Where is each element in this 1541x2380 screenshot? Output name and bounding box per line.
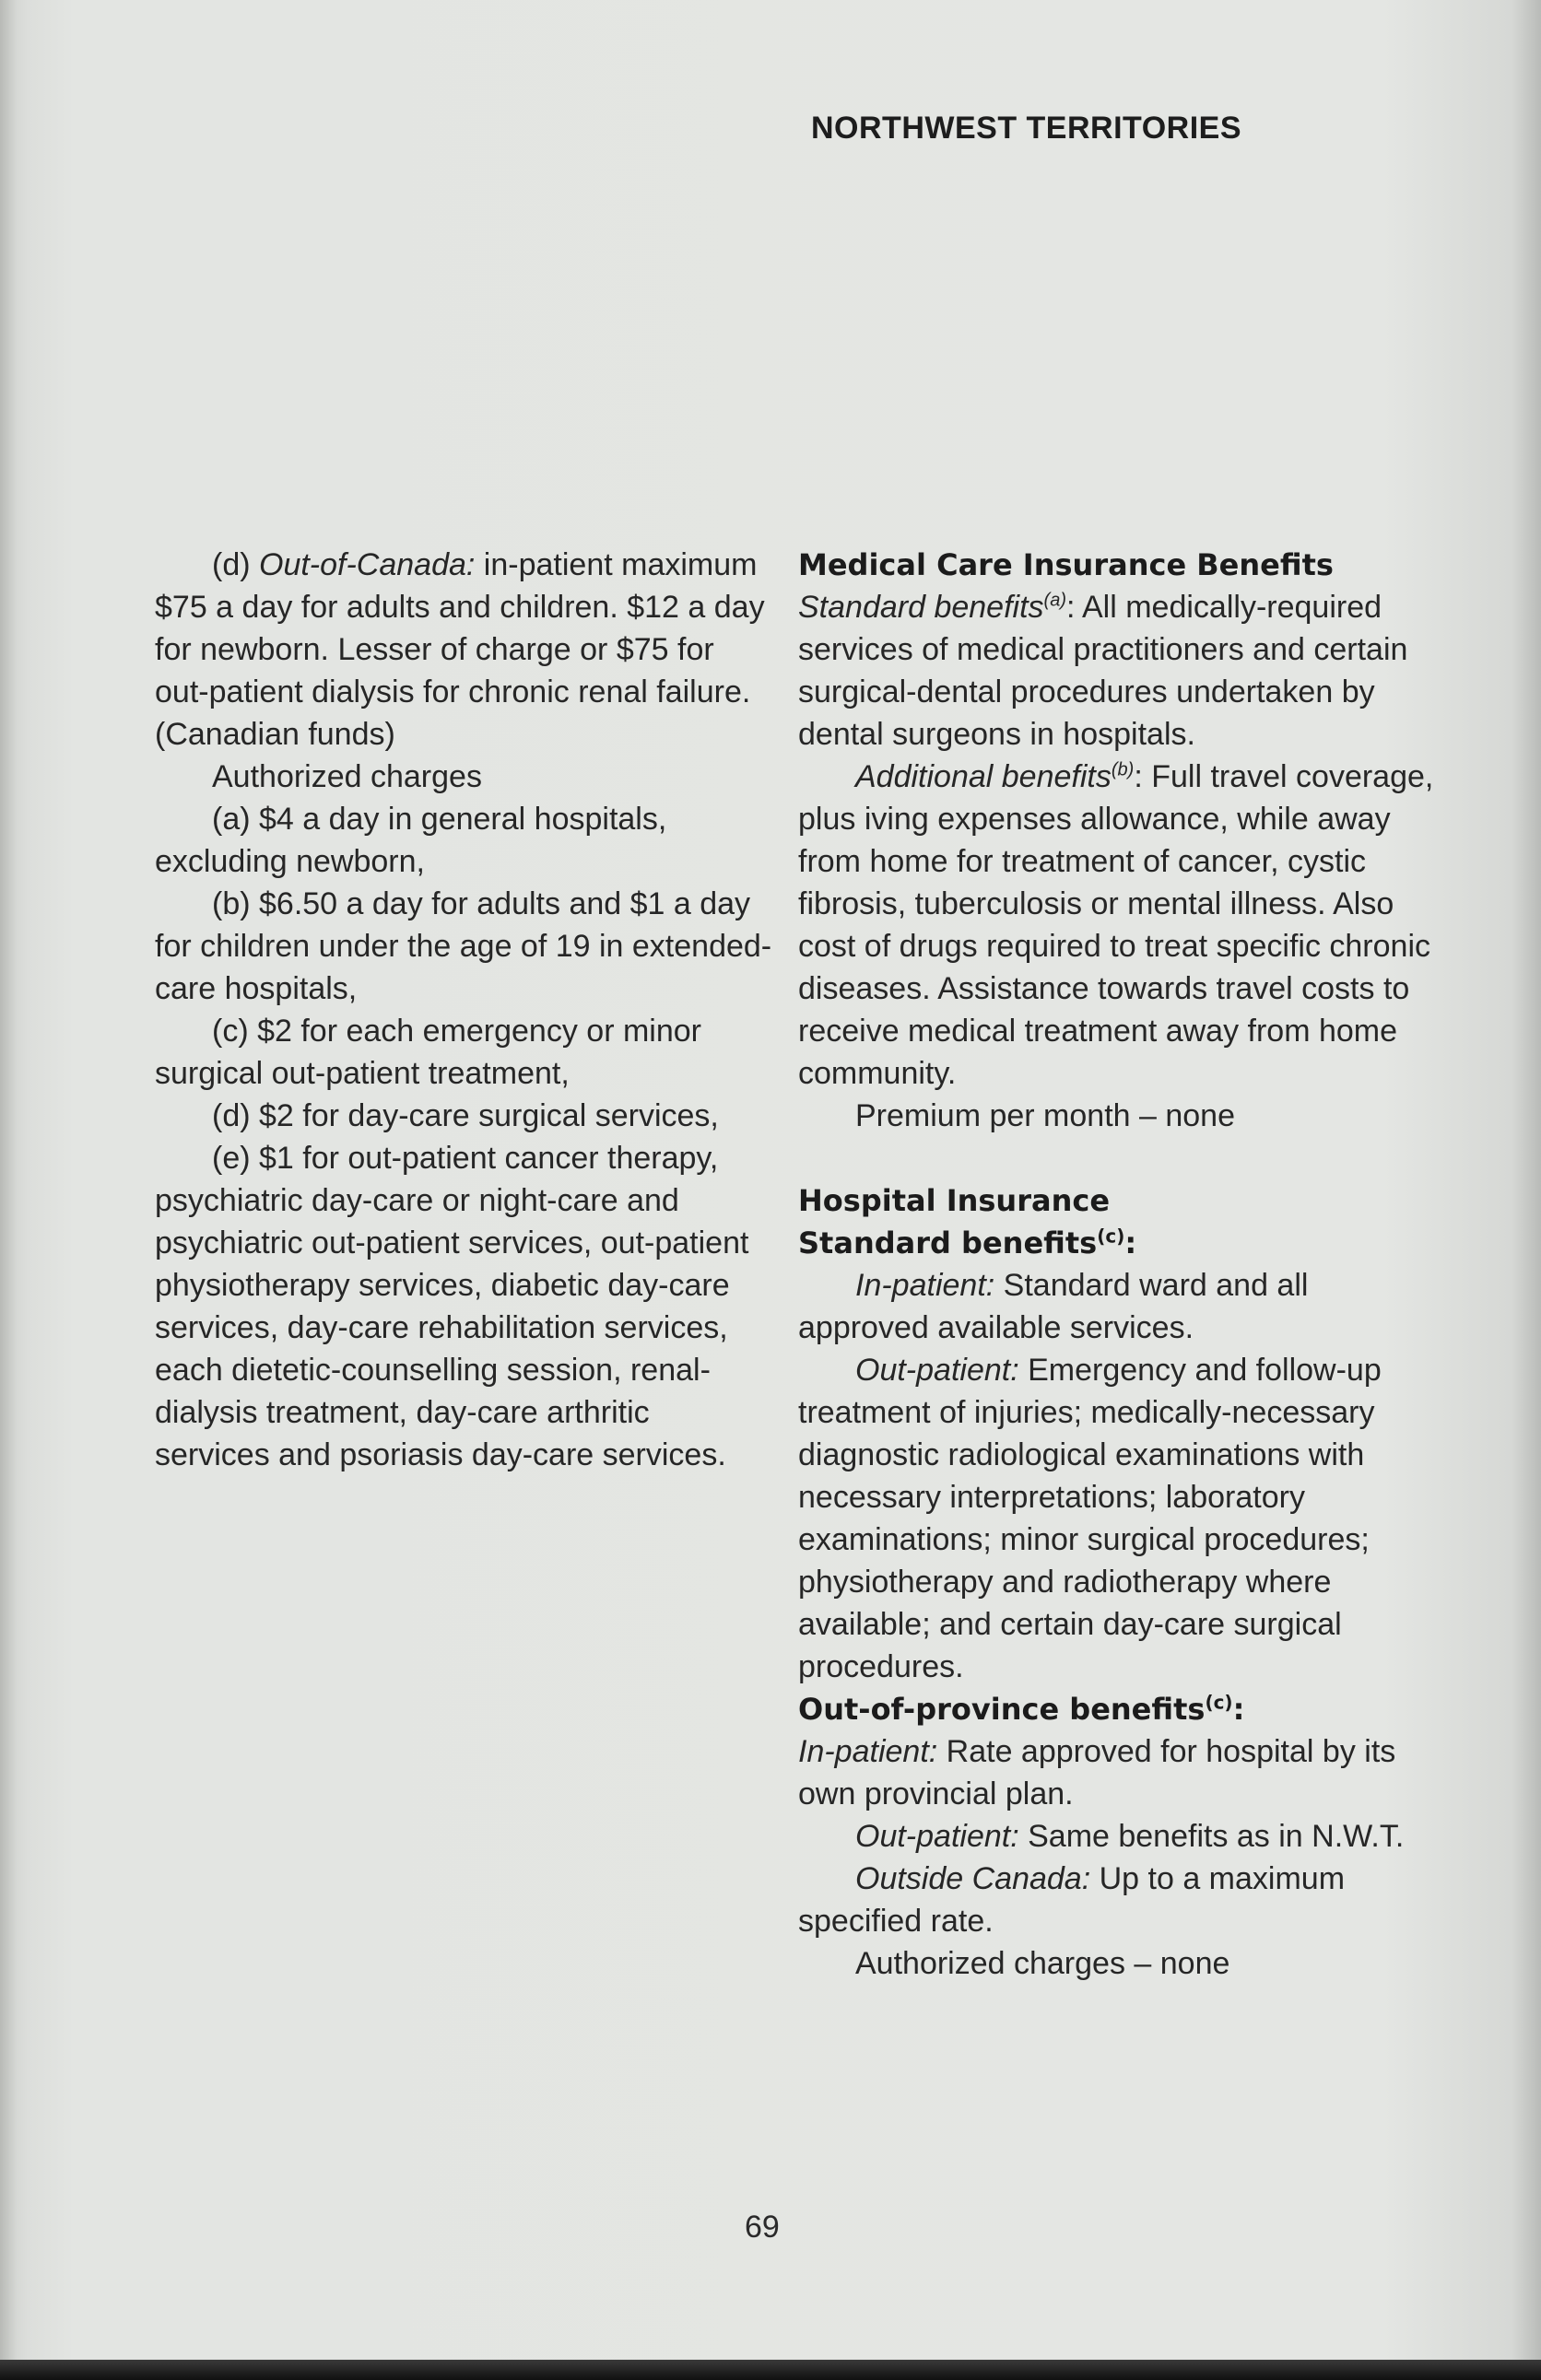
out-of-province-heading [798, 1688, 1443, 1730]
footnote-marker: (a) [1043, 590, 1066, 611]
oop-out-patient-label: Out-patient: [855, 1819, 1019, 1854]
left-column [155, 544, 772, 1476]
standard-benefits-label: Standard benefits [798, 590, 1044, 625]
out-of-canada-label: Out-of-Canada: [259, 547, 476, 582]
charge-item-c: (c) $2 for each emergency or minor surgical out-patient treatment, [155, 1014, 701, 1091]
charge-item-b: (b) $6.50 a day for adults and $1 a day for children under the age of 19 in extended-care hospitals, [155, 886, 772, 1006]
charge-item-d: (d) $2 for day-care surgical services, [212, 1098, 719, 1133]
medical-care-heading: Medical Care Insurance Benefits [798, 547, 1334, 582]
running-header: NORTHWEST TERRITORIES [811, 111, 1241, 146]
in-patient-paragraph [798, 1264, 1443, 1349]
footnote-marker: (b) [1111, 759, 1135, 780]
premium-line: Premium per month – none [855, 1098, 1235, 1133]
hospital-standard-benefits-heading [798, 1222, 1443, 1264]
out-patient-paragraph [798, 1349, 1443, 1688]
outside-canada-label: Outside Canada: [855, 1861, 1091, 1896]
charge-item-a: (a) $4 a day in general hospitals, excluding newborn, [155, 802, 667, 879]
out-of-canada-text: in-patient maximum $75 a day for adults and children. $12 a day for newborn. Lesser of charge or $75 for out-patient dialysis for chronic renal failure. (Canadian funds) [155, 547, 765, 752]
authorized-charges-none: Authorized charges – none [855, 1946, 1230, 1981]
footnote-marker: (c) [1205, 1691, 1233, 1714]
authorized-charges-heading: Authorized charges [212, 759, 482, 794]
standard-benefits-text: : All medically-required services of medical practitioners and certain surgical-dental procedures undertaken by dental surgeons in hospitals. [798, 590, 1408, 752]
page-edge-shadow [0, 0, 17, 2380]
out-patient-label: Out-patient: [855, 1353, 1019, 1388]
outside-canada-paragraph [798, 1858, 1443, 1942]
out-of-canada-paragraph [155, 544, 772, 756]
out-patient-text: Emergency and follow-up treatment of injuries; medically-necessary diagnostic radiological examinations with necessary interpretations; laboratory examinations; minor surgical procedures; physiotherapy and radiotherapy where available; and certain day-care surgical procedures. [798, 1353, 1382, 1684]
outside-canada-text: Up to a maximum specified rate. [798, 1861, 1346, 1939]
oop-in-patient-paragraph [798, 1730, 1443, 1815]
heading-text: Standard benefits [798, 1225, 1098, 1260]
heading-colon: : [1232, 1692, 1245, 1727]
footnote-marker: (c) [1097, 1225, 1125, 1248]
additional-benefits-label: Additional benefits [855, 759, 1112, 794]
standard-benefits-paragraph [798, 586, 1443, 756]
scan-bottom-edge [0, 2360, 1541, 2380]
oop-out-patient-paragraph [798, 1815, 1443, 1858]
heading-text: Out-of-province benefits [798, 1692, 1206, 1727]
oop-in-patient-text: Rate approved for hospital by its own provincial plan. [798, 1734, 1396, 1811]
right-column [798, 544, 1443, 1985]
in-patient-label: In-patient: [855, 1268, 995, 1303]
oop-out-patient-text: Same benefits as in N.W.T. [1018, 1819, 1405, 1854]
charge-item-e: (e) $1 for out-patient cancer therapy, psychiatric day-care or night-care and psychiatric out-patient services, out-patient physiotherapy services, diabetic day-care services, day-care rehabilitation services, each dietetic-counselling session, renal-dialysis treatment, day-care arthritic services and psoriasis day-care services. [155, 1141, 749, 1472]
additional-benefits-text: : Full travel coverage, plus iving expenses allowance, while away from home for treatment of cancer, cystic fibrosis, tuberculosis or mental illness. Also cost of drugs required to treat specific chronic diseases. Assistance towards travel costs to receive medical treatment away from home community. [798, 759, 1434, 1091]
heading-colon: : [1124, 1225, 1137, 1260]
hospital-insurance-heading: Hospital Insurance [798, 1183, 1111, 1218]
item-label: (d) [212, 547, 259, 582]
in-patient-text: Standard ward and all approved available services. [798, 1268, 1309, 1345]
oop-in-patient-label: In-patient: [798, 1734, 938, 1769]
page-number: 69 [745, 2210, 780, 2245]
additional-benefits-paragraph [798, 756, 1443, 1095]
